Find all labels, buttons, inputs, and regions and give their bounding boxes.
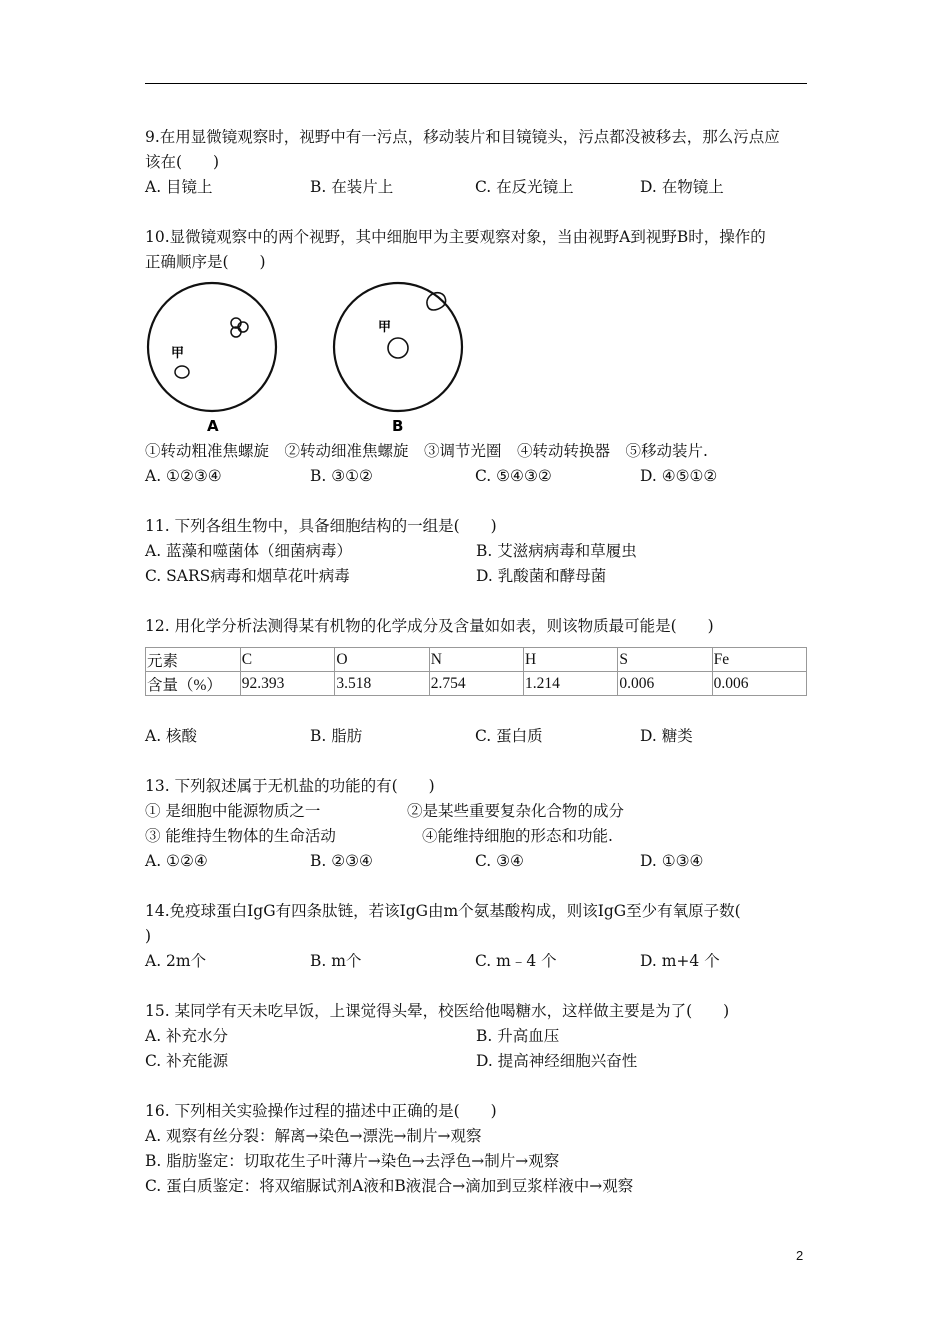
statement-2: ②是某些重要复杂化合物的成分 — [407, 802, 625, 820]
question-11-options-row-2 — [145, 564, 807, 589]
question-10-text-2: 正确顺序是( ) — [145, 253, 266, 271]
table-cell: N — [429, 648, 523, 672]
header-rule — [145, 83, 807, 84]
table-header-row — [146, 648, 807, 672]
table-cell: S — [618, 648, 712, 672]
option-a: A. ①②③④ — [145, 467, 222, 485]
option-a: A. 2m个 — [145, 952, 207, 970]
option-b: B. 脂肪 — [310, 727, 363, 745]
option-c: C. 蛋白质鉴定：将双缩脲试剂A液和B液混合→滴加到豆浆样液中→观察 — [145, 1177, 634, 1195]
question-16 — [145, 1099, 807, 1199]
cell-jia-a — [175, 366, 189, 378]
table-cell: H — [524, 648, 618, 672]
table-cell: Fe — [712, 648, 806, 672]
option-b: B. 脂肪鉴定：切取花生子叶薄片→染色→去浮色→制片→观察 — [145, 1152, 560, 1170]
question-11-options-row-1 — [145, 539, 807, 564]
option-a: A. 观察有丝分裂：解离→染色→漂洗→制片→观察 — [145, 1127, 482, 1145]
option-c: C. 补充能源 — [145, 1052, 229, 1070]
question-11 — [145, 514, 807, 589]
question-15-text: 15. 某同学有天未吃早饭，上课觉得头晕，校医给他喝糖水，这样做主要是为了( ) — [145, 1002, 730, 1020]
question-13-options — [145, 849, 807, 874]
question-9-options — [145, 175, 807, 200]
question-12 — [145, 614, 807, 749]
option-c: C. SARS病毒和烟草花叶病毒 — [145, 567, 350, 585]
question-9-text-1: 9.在用显微镜观察时，视野中有一污点，移动装片和目镜镜头，污点都没被移去，那么污点应 — [145, 128, 780, 146]
page-content — [145, 125, 807, 1199]
element-content-table — [145, 647, 807, 696]
field-a-figure — [145, 279, 285, 439]
option-a: A. 补充水分 — [145, 1027, 229, 1045]
question-13 — [145, 774, 807, 874]
field-a-cell-label: 甲 — [171, 346, 185, 361]
option-b: B. ②③④ — [310, 852, 373, 870]
option-b: B. 艾滋病病毒和草履虫 — [476, 542, 637, 560]
field-b-cell-label: 甲 — [378, 320, 392, 335]
field-a-caption: A — [207, 417, 219, 435]
question-10-options — [145, 464, 807, 489]
table-cell: 92.393 — [240, 672, 335, 696]
option-b: B. ③①② — [310, 467, 373, 485]
question-12-options — [145, 724, 807, 749]
option-d: D. 乳酸菌和酵母菌 — [476, 567, 607, 585]
question-13-statements-row-1 — [145, 799, 807, 824]
question-15-options-row-2 — [145, 1049, 807, 1074]
question-15 — [145, 999, 807, 1074]
question-14-text-1: 14.免疫球蛋白IgG有四条肽链，若该IgG由m个氨基酸构成，则该IgG至少有氧原子数( — [145, 902, 741, 920]
option-a: A. 核酸 — [145, 727, 198, 745]
question-14-options — [145, 949, 807, 974]
question-9-text-2: 该在( ) — [145, 153, 220, 171]
table-cell: C — [240, 648, 335, 672]
table-cell: 含量（%） — [146, 672, 241, 696]
statement-4: ④能维持细胞的形态和功能. — [422, 827, 613, 845]
statement-3: ③ 能维持生物体的生命活动 — [145, 827, 336, 845]
table-cell: 3.518 — [335, 672, 429, 696]
table-cell: 1.214 — [524, 672, 618, 696]
option-c: C. m﹣4 个 — [475, 952, 557, 970]
field-a-circle — [148, 283, 276, 411]
microscope-fields-figure — [145, 279, 807, 439]
question-10-text-1: 10.显微镜观察中的两个视野，其中细胞甲为主要观察对象，当由视野A到视野B时，操作的 — [145, 228, 766, 246]
question-10 — [145, 225, 807, 489]
table-cell: 2.754 — [429, 672, 523, 696]
option-d: D. ④⑤①② — [640, 467, 718, 485]
field-b-figure — [328, 279, 468, 439]
option-a: A. 目镜上 — [145, 178, 213, 196]
question-15-options-row-1 — [145, 1024, 807, 1049]
question-11-text: 11. 下列各组生物中，具备细胞结构的一组是( ) — [145, 517, 497, 535]
question-14 — [145, 899, 807, 974]
option-c: C. 蛋白质 — [475, 727, 543, 745]
page-number: 2 — [796, 1248, 804, 1263]
table-cell: O — [335, 648, 429, 672]
table-cell: 0.006 — [618, 672, 712, 696]
field-b-circle — [334, 283, 462, 411]
option-c: C. 在反光镜上 — [475, 178, 574, 196]
option-d: D. 糖类 — [640, 727, 693, 745]
option-d: D. 提高神经细胞兴奋性 — [476, 1052, 638, 1070]
table-cell: 元素 — [146, 648, 241, 672]
question-10-steps: ①转动粗准焦螺旋 ②转动细准焦螺旋 ③调节光圈 ④转动转换器 ⑤移动装片. — [145, 442, 708, 460]
question-16-text: 16. 下列相关实验操作过程的描述中正确的是( ) — [145, 1102, 497, 1120]
table-row — [146, 672, 807, 696]
option-d: D. m+4 个 — [640, 952, 720, 970]
option-b: B. 升高血压 — [476, 1027, 560, 1045]
question-13-text: 13. 下列叙述属于无机盐的功能的有( ) — [145, 777, 435, 795]
option-d: D. ①③④ — [640, 852, 704, 870]
option-c: C. ⑤④③② — [475, 467, 552, 485]
option-c: C. ③④ — [475, 852, 524, 870]
question-14-text-2: ) — [145, 927, 152, 945]
option-b: B. m个 — [310, 952, 362, 970]
question-12-text: 12. 用化学分析法测得某有机物的化学成分及含量如如表，则该物质最可能是( ) — [145, 617, 714, 635]
option-a: A. 蓝藻和噬菌体（细菌病毒） — [145, 542, 353, 560]
question-13-statements-row-2 — [145, 824, 807, 849]
option-a: A. ①②④ — [145, 852, 208, 870]
field-b-caption: B — [392, 417, 404, 435]
statement-1: ① 是细胞中能源物质之一 — [145, 802, 321, 820]
cell-jia-b — [388, 338, 408, 358]
question-9 — [145, 125, 807, 200]
option-b: B. 在装片上 — [310, 178, 394, 196]
option-d: D. 在物镜上 — [640, 178, 724, 196]
table-cell: 0.006 — [712, 672, 806, 696]
